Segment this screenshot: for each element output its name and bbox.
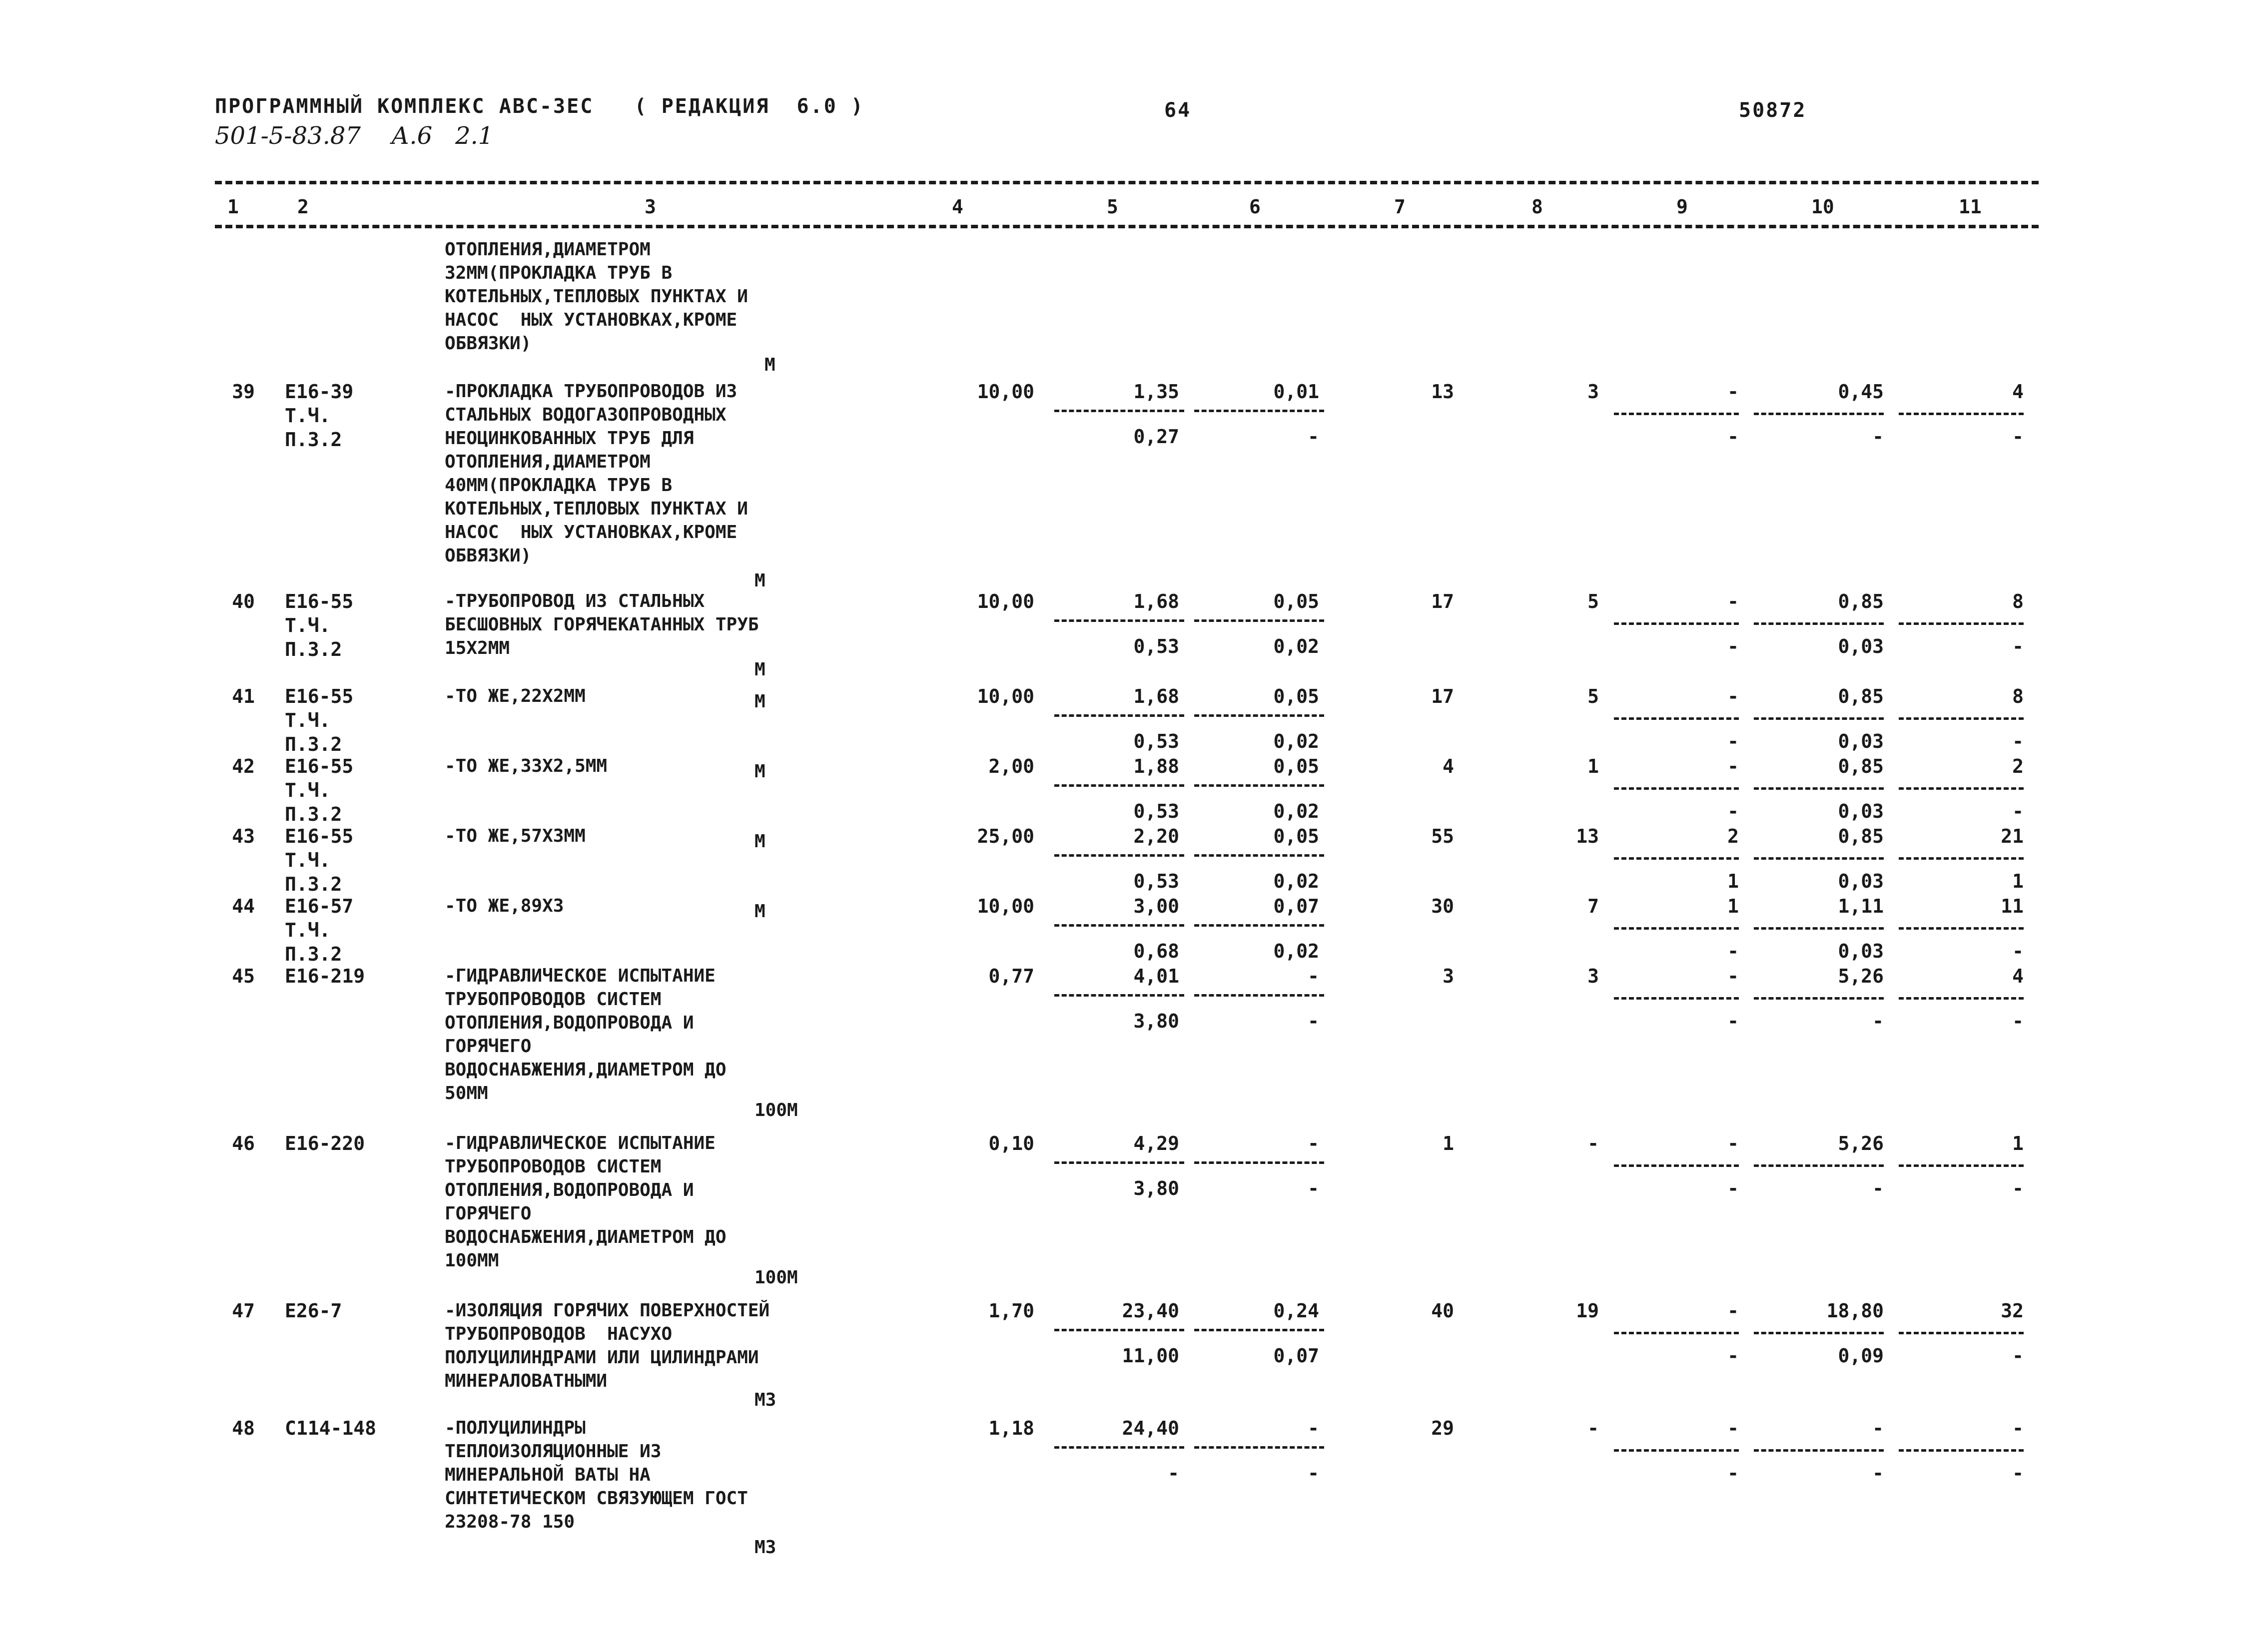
cell-separator — [1754, 413, 1884, 415]
cell-separator — [1899, 1332, 2024, 1334]
cell-separator — [1754, 1332, 1884, 1334]
row-c6-bottom: 0,02 — [1273, 800, 1319, 822]
row-c10-bottom: 0,09 — [1838, 1345, 1884, 1367]
row-code: С114-148 — [285, 1417, 377, 1439]
cell-separator — [1754, 1164, 1884, 1167]
col-header-8: 8 — [1531, 196, 1543, 218]
row-c10-top: 5,26 — [1838, 1132, 1884, 1154]
row-c10-bottom: 0,03 — [1838, 940, 1884, 962]
row-c10-bottom: 0,03 — [1838, 800, 1884, 822]
cell-separator — [1899, 413, 2024, 415]
cell-separator — [1754, 787, 1884, 790]
col-header-6: 6 — [1249, 196, 1261, 218]
row-description: -ИЗОЛЯЦИЯ ГОРЯЧИХ ПОВЕРХНОСТЕЙ ТРУБОПРОВОДОВ НАСУХО ПОЛУЦИЛИНДРАМИ ИЛИ ЦИЛИНДРАМИ МИНЕРАЛОВАТНЫМИ — [445, 1300, 770, 1391]
row-c6-top: - — [1308, 1417, 1319, 1439]
col-header-5: 5 — [1107, 196, 1118, 218]
cell-separator — [1194, 410, 1324, 412]
row-number: 47 — [232, 1300, 255, 1322]
cell-separator — [1614, 787, 1739, 790]
row-code: Е16-57 Т.Ч. П.3.2 — [285, 895, 354, 965]
row-description: -ТО ЖЕ,33Х2,5ММ — [445, 756, 608, 776]
cell-separator — [1054, 1446, 1184, 1449]
row-c6-top: 0,05 — [1273, 825, 1319, 847]
row-c10-bottom: 0,03 — [1838, 730, 1884, 752]
row-c6-bottom: 0,02 — [1273, 730, 1319, 752]
row-c6-bottom: - — [1308, 426, 1319, 448]
row-c5-top: 24,40 — [1122, 1417, 1179, 1439]
cell-separator — [1194, 924, 1324, 927]
cell-separator — [1194, 1329, 1324, 1331]
continued-row-unit: М — [764, 355, 775, 375]
row-c7: 4 — [1443, 755, 1454, 777]
row-c5-bottom: 11,00 — [1122, 1345, 1179, 1367]
col-header-4: 4 — [952, 196, 963, 218]
row-number: 44 — [232, 895, 255, 917]
row-c6-bottom: - — [1308, 1462, 1319, 1484]
row-c8: 3 — [1587, 381, 1599, 403]
row-c11-bottom: - — [2012, 635, 2024, 657]
row-code: Е16-219 — [285, 965, 365, 987]
cell-separator — [1614, 1449, 1739, 1452]
cell-separator — [1194, 994, 1324, 997]
row-c10-top: 1,11 — [1838, 895, 1884, 917]
row-c8: - — [1587, 1417, 1599, 1439]
row-c10-bottom: - — [1872, 1462, 1884, 1484]
row-code: Е16-55 Т.Ч. П.3.2 — [285, 755, 354, 825]
row-c5-top: 1,68 — [1133, 685, 1179, 707]
continued-row-desc: ОТОПЛЕНИЯ,ДИАМЕТРОМ 32ММ(ПРОКЛАДКА ТРУБ В КОТЕЛЬНЫХ,ТЕПЛОВЫХ ПУНКТАХ И НАСОС НЫХ УСТАНОВКАХ,КРОМЕ ОБВЯЗКИ) — [445, 239, 748, 354]
program-title: ПРОГРАММНЫЙ КОМПЛЕКС АВС-ЗЕС ( РЕДАКЦИЯ 6.0 ) — [215, 95, 864, 118]
row-c7: 29 — [1431, 1417, 1454, 1439]
row-c5-top: 4,01 — [1133, 965, 1179, 987]
row-c7: 1 — [1443, 1132, 1454, 1154]
row-description: -ПРОКЛАДКА ТРУБОПРОВОДОВ ИЗ СТАЛЬНЫХ ВОДОГАЗОПРОВОДНЫХ НЕОЦИНКОВАННЫХ ТРУБ ДЛЯ ОТОПЛЕНИЯ,ДИАМЕТРОМ 40ММ(ПРОКЛАДКА ТРУБ В КОТЕЛЬНЫХ,ТЕПЛОВЫХ ПУНКТАХ И НАСОС НЫХ УСТАНОВКАХ,КРОМЕ ОБВЯЗКИ) — [445, 381, 748, 566]
cell-separator — [1054, 994, 1184, 997]
row-number: 45 — [232, 965, 255, 987]
row-c5-top: 2,20 — [1133, 825, 1179, 847]
row-c7: 3 — [1443, 965, 1454, 987]
cell-separator — [1899, 622, 2024, 625]
row-unit: М — [754, 761, 765, 782]
row-c9-top: - — [1727, 755, 1739, 777]
row-c10-top: 0,45 — [1838, 381, 1884, 403]
row-unit: М3 — [754, 1537, 776, 1558]
cell-separator — [1194, 1161, 1324, 1164]
row-c8: 19 — [1576, 1300, 1599, 1322]
row-c10-top: 5,26 — [1838, 965, 1884, 987]
cell-separator — [1614, 857, 1739, 860]
col-header-7: 7 — [1394, 196, 1406, 218]
row-c6-top: 0,01 — [1273, 381, 1319, 403]
row-c8: 3 — [1587, 965, 1599, 987]
cell-separator — [1899, 997, 2024, 1000]
row-c9-top: - — [1727, 1300, 1739, 1322]
row-number: 40 — [232, 590, 255, 612]
cell-separator — [1054, 924, 1184, 927]
row-c5-bottom: 0,53 — [1133, 730, 1179, 752]
row-qty: 1,18 — [988, 1417, 1034, 1439]
row-c7: 13 — [1431, 381, 1454, 403]
row-qty: 10,00 — [977, 895, 1034, 917]
row-c5-bottom: 0,53 — [1133, 870, 1179, 892]
row-unit: М — [754, 901, 765, 922]
row-c11-top: 4 — [2012, 965, 2024, 987]
row-c11-top: 11 — [2001, 895, 2024, 917]
row-c11-top: 1 — [2012, 1132, 2024, 1154]
row-c8: 5 — [1587, 590, 1599, 612]
row-number: 41 — [232, 685, 255, 707]
cell-separator — [1194, 619, 1324, 622]
row-c7: 40 — [1431, 1300, 1454, 1322]
cell-separator — [1614, 997, 1739, 1000]
row-c10-bottom: - — [1872, 1010, 1884, 1032]
row-code: Е16-55 Т.Ч. П.3.2 — [285, 590, 354, 660]
row-c8: 5 — [1587, 685, 1599, 707]
row-unit: М — [754, 691, 765, 712]
cell-separator — [1194, 854, 1324, 857]
row-qty: 10,00 — [977, 381, 1034, 403]
row-c5-bottom: 0,68 — [1133, 940, 1179, 962]
cell-separator — [1054, 784, 1184, 787]
row-qty: 10,00 — [977, 590, 1034, 612]
row-c6-top: 0,05 — [1273, 685, 1319, 707]
row-c10-top: 0,85 — [1838, 685, 1884, 707]
table-top-rule — [215, 181, 2039, 184]
cell-separator — [1899, 857, 2024, 860]
row-number: 39 — [232, 381, 255, 403]
row-code: Е16-220 — [285, 1132, 365, 1154]
row-c9-top: - — [1727, 965, 1739, 987]
row-number: 42 — [232, 755, 255, 777]
row-c11-bottom: - — [2012, 940, 2024, 962]
cell-separator — [1054, 854, 1184, 857]
row-code: Е16-39 Т.Ч. П.3.2 — [285, 381, 354, 451]
row-c5-top: 1,88 — [1133, 755, 1179, 777]
row-qty: 2,00 — [988, 755, 1034, 777]
row-code: Е16-55 Т.Ч. П.3.2 — [285, 685, 354, 755]
cell-separator — [1754, 997, 1884, 1000]
cell-separator — [1614, 717, 1739, 720]
row-c10-top: 0,85 — [1838, 825, 1884, 847]
col-header-9: 9 — [1676, 196, 1688, 218]
row-c5-top: 1,68 — [1133, 590, 1179, 612]
row-code: Е16-55 Т.Ч. П.3.2 — [285, 825, 354, 895]
row-c10-bottom: 0,03 — [1838, 870, 1884, 892]
row-c9-bottom: 1 — [1727, 870, 1739, 892]
row-description: -ГИДРАВЛИЧЕСКОЕ ИСПЫТАНИЕ ТРУБОПРОВОДОВ СИСТЕМ ОТОПЛЕНИЯ,ВОДОПРОВОДА И ГОРЯЧЕГО ВОДОСНАБЖЕНИЯ,ДИАМЕТРОМ ДО 50ММ — [445, 966, 727, 1103]
row-unit: М — [754, 570, 765, 591]
row-c11-top: 8 — [2012, 685, 2024, 707]
row-c9-bottom: - — [1727, 1462, 1739, 1484]
row-c9-bottom: - — [1727, 426, 1739, 448]
row-c5-bottom: 0,53 — [1133, 800, 1179, 822]
cell-separator — [1899, 787, 2024, 790]
row-number: 46 — [232, 1132, 255, 1154]
row-c5-bottom: 3,80 — [1133, 1010, 1179, 1032]
row-c7: 30 — [1431, 895, 1454, 917]
cell-separator — [1614, 927, 1739, 930]
row-c10-top: 0,85 — [1838, 755, 1884, 777]
cell-separator — [1614, 413, 1739, 415]
row-c9-bottom: - — [1727, 1345, 1739, 1367]
row-c10-bottom: 0,03 — [1838, 635, 1884, 657]
row-c11-top: 32 — [2001, 1300, 2024, 1322]
row-c9-bottom: - — [1727, 635, 1739, 657]
cell-separator — [1054, 714, 1184, 717]
row-c9-top: - — [1727, 590, 1739, 612]
row-c11-top: 21 — [2001, 825, 2024, 847]
row-c6-top: 0,05 — [1273, 755, 1319, 777]
row-c9-bottom: - — [1727, 940, 1739, 962]
row-qty: 1,70 — [988, 1300, 1034, 1322]
cell-separator — [1054, 1161, 1184, 1164]
row-c6-bottom: 0,02 — [1273, 870, 1319, 892]
cell-separator — [1899, 1449, 2024, 1452]
row-c7: 17 — [1431, 590, 1454, 612]
row-unit: 100М — [754, 1100, 798, 1120]
row-c6-bottom: 0,02 — [1273, 635, 1319, 657]
cell-separator — [1899, 717, 2024, 720]
row-qty: 0,77 — [988, 965, 1034, 987]
row-qty: 25,00 — [977, 825, 1034, 847]
cell-separator — [1754, 717, 1884, 720]
cell-separator — [1754, 857, 1884, 860]
table-header-rule — [215, 225, 2039, 228]
row-c10-top: - — [1872, 1417, 1884, 1439]
row-c10-top: 0,85 — [1838, 590, 1884, 612]
row-c7: 17 — [1431, 685, 1454, 707]
col-header-10: 10 — [1811, 196, 1834, 218]
col-header-1: 1 — [227, 196, 239, 218]
row-c9-top: - — [1727, 1417, 1739, 1439]
document-number: 50872 — [1739, 99, 1807, 122]
cell-separator — [1899, 1164, 2024, 1167]
row-c6-bottom: - — [1308, 1177, 1319, 1199]
row-c5-top: 23,40 — [1122, 1300, 1179, 1322]
row-c7: 55 — [1431, 825, 1454, 847]
row-description: -ПОЛУЦИЛИНДРЫ ТЕПЛОИЗОЛЯЦИОННЫЕ ИЗ МИНЕРАЛЬНОЙ ВАТЫ НА СИНТЕТИЧЕСКОМ СВЯЗУЮЩЕМ ГОСТ 23208-78 150 — [445, 1418, 748, 1532]
row-c11-top: 4 — [2012, 381, 2024, 403]
row-c11-bottom: - — [2012, 730, 2024, 752]
cell-separator — [1754, 1449, 1884, 1452]
row-c8: - — [1587, 1132, 1599, 1154]
row-c9-bottom: - — [1727, 800, 1739, 822]
cell-separator — [1054, 619, 1184, 622]
row-unit: М — [754, 831, 765, 852]
cell-separator — [1054, 1329, 1184, 1331]
row-c9-top: 1 — [1727, 895, 1739, 917]
row-c5-bottom: 0,27 — [1133, 426, 1179, 448]
row-c11-top: 2 — [2012, 755, 2024, 777]
row-c6-top: 0,07 — [1273, 895, 1319, 917]
cell-separator — [1614, 622, 1739, 625]
row-c5-bottom: 3,80 — [1133, 1177, 1179, 1199]
row-number: 43 — [232, 825, 255, 847]
col-header-2: 2 — [297, 196, 309, 218]
row-description: -ГИДРАВЛИЧЕСКОЕ ИСПЫТАНИЕ ТРУБОПРОВОДОВ СИСТЕМ ОТОПЛЕНИЯ,ВОДОПРОВОДА И ГОРЯЧЕГО ВОДОСНАБЖЕНИЯ,ДИАМЕТРОМ ДО 100ММ — [445, 1133, 727, 1271]
row-c11-bottom: - — [2012, 1010, 2024, 1032]
row-c10-bottom: - — [1872, 1177, 1884, 1199]
row-c5-top: 3,00 — [1133, 895, 1179, 917]
row-c9-top: 2 — [1727, 825, 1739, 847]
row-c11-bottom: - — [2012, 1462, 2024, 1484]
row-code: Е26-7 — [285, 1300, 342, 1322]
row-c9-top: - — [1727, 1132, 1739, 1154]
row-c11-top: 8 — [2012, 590, 2024, 612]
cell-separator — [1194, 784, 1324, 787]
row-c5-bottom: - — [1168, 1462, 1179, 1484]
row-c10-bottom: - — [1872, 426, 1884, 448]
row-c6-top: - — [1308, 1132, 1319, 1154]
row-c9-bottom: - — [1727, 730, 1739, 752]
page-number: 64 — [1164, 99, 1192, 122]
row-c11-bottom: - — [2012, 426, 2024, 448]
row-unit: 100М — [754, 1267, 798, 1288]
row-description: -ТО ЖЕ,89Х3 — [445, 896, 564, 916]
cell-separator — [1754, 622, 1884, 625]
cell-separator — [1754, 927, 1884, 930]
row-unit: М — [754, 659, 765, 680]
row-c11-bottom: 1 — [2012, 870, 2024, 892]
row-c11-bottom: - — [2012, 800, 2024, 822]
row-c10-top: 18,80 — [1826, 1300, 1884, 1322]
row-c6-bottom: 0,02 — [1273, 940, 1319, 962]
cell-separator — [1054, 410, 1184, 412]
row-c6-bottom: 0,07 — [1273, 1345, 1319, 1367]
row-c5-bottom: 0,53 — [1133, 635, 1179, 657]
row-c5-top: 1,35 — [1133, 381, 1179, 403]
row-qty: 10,00 — [977, 685, 1034, 707]
row-c6-bottom: - — [1308, 1010, 1319, 1032]
row-c9-bottom: - — [1727, 1177, 1739, 1199]
cell-separator — [1194, 714, 1324, 717]
cell-separator — [1899, 927, 2024, 930]
row-c11-bottom: - — [2012, 1345, 2024, 1367]
row-description: -ТО ЖЕ,57Х3ММ — [445, 826, 586, 846]
cell-separator — [1194, 1446, 1324, 1449]
row-c8: 7 — [1587, 895, 1599, 917]
handwritten-note: 501-5-83.87 А.6 2.1 — [215, 122, 494, 150]
row-c9-bottom: - — [1727, 1010, 1739, 1032]
row-c8: 13 — [1576, 825, 1599, 847]
row-c6-top: 0,05 — [1273, 590, 1319, 612]
row-c9-top: - — [1727, 685, 1739, 707]
row-number: 48 — [232, 1417, 255, 1439]
cell-separator — [1614, 1164, 1739, 1167]
row-description: -ТРУБОПРОВОД ИЗ СТАЛЬНЫХ БЕСШОВНЫХ ГОРЯЧЕКАТАННЫХ ТРУБ 15Х2ММ — [445, 591, 759, 658]
row-c8: 1 — [1587, 755, 1599, 777]
row-c6-top: - — [1308, 965, 1319, 987]
col-header-3: 3 — [645, 196, 656, 218]
row-description: -ТО ЖЕ,22Х2ММ — [445, 686, 586, 706]
row-c9-top: - — [1727, 381, 1739, 403]
row-c5-top: 4,29 — [1133, 1132, 1179, 1154]
row-unit: М3 — [754, 1390, 776, 1410]
row-c11-bottom: - — [2012, 1177, 2024, 1199]
row-qty: 0,10 — [988, 1132, 1034, 1154]
cell-separator — [1614, 1332, 1739, 1334]
col-header-11: 11 — [1959, 196, 1982, 218]
row-c6-top: 0,24 — [1273, 1300, 1319, 1322]
row-c11-top: - — [2012, 1417, 2024, 1439]
